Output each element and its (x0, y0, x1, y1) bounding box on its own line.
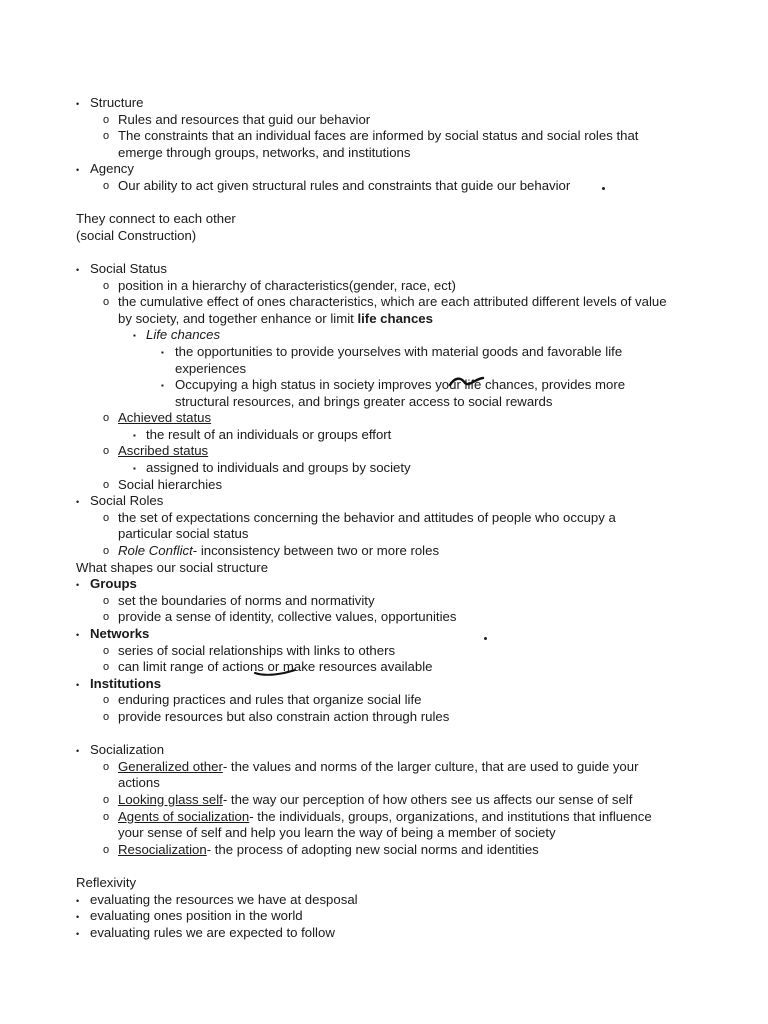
list-item: o Looking glass self- the way our perception of how others see us affects our sense of self (103, 791, 633, 807)
section-heading: Reflexivity (76, 874, 137, 890)
list-item: o the set of expectations concerning the behavior and attitudes of people who occupy a (103, 509, 616, 525)
circle-bullet-icon: o (103, 113, 110, 126)
stray-dot-mark (484, 637, 487, 640)
list-item-continuation: structural resources, and brings greater access to social rewards (175, 393, 553, 409)
bullet-icon: • (76, 895, 80, 906)
circle-bullet-icon: o (103, 694, 110, 707)
square-bullet-icon: ▪ (133, 331, 136, 341)
circle-bullet-icon: o (103, 412, 110, 425)
list-item: o provide resources but also constrain action through rules (103, 708, 450, 724)
list-item: ▪ the result of an individuals or groups effort (0, 427, 768, 444)
circle-bullet-icon: o (103, 296, 110, 309)
list-item: o enduring practices and rules that organize social life (103, 692, 422, 708)
list-item: o the cumulative effect of ones characteristics, which are each attributed different levels of value (103, 294, 667, 310)
list-item-continuation: emerge through groups, networks, and institutions (118, 144, 411, 160)
bullet-icon: • (76, 928, 80, 939)
list-item: o Ascribed status (103, 443, 209, 459)
circle-bullet-icon: o (103, 760, 110, 773)
list-item: o Our ability to act given structural rules and constraints that guide our behavior (0, 178, 768, 195)
list-item: o Agents of socialization- the individuals, groups, organizations, and institutions that influence (103, 808, 652, 824)
list-item: o Resocialization- the process of adopting new social norms and identities (103, 841, 539, 857)
bullet-icon: • (76, 746, 80, 757)
circle-bullet-icon: o (103, 810, 110, 823)
circle-bullet-icon: o (103, 611, 110, 624)
list-item: • evaluating ones position in the world (0, 908, 768, 925)
paragraph-line: They connect to each other (76, 211, 236, 227)
circle-bullet-icon: o (103, 594, 110, 607)
list-item: • evaluating the resources we have at desposal (0, 892, 768, 909)
list-item: o set the boundaries of norms and normativity (103, 592, 375, 608)
bullet-structure: • Structure (0, 95, 768, 112)
bullet-icon: • (76, 264, 80, 275)
list-item-continuation: actions (118, 775, 160, 791)
circle-bullet-icon: o (103, 843, 110, 856)
list-item: o position in a hierarchy of characteristics(gender, race, ect) (103, 277, 456, 293)
circle-bullet-icon: o (103, 511, 110, 524)
list-item: o The constraints that an individual faces are informed by social status and social roles that (103, 128, 639, 144)
list-item: o Rules and resources that guid our behavior (103, 111, 371, 127)
bullet-socialization: • Socialization (0, 742, 768, 759)
bullet-groups: • Groups (0, 576, 768, 593)
list-item: o Social hierarchies (103, 476, 223, 492)
list-item: ▪ the opportunities to provide yourselves with material goods and favorable life (0, 344, 768, 361)
square-bullet-icon: ▪ (133, 464, 136, 474)
list-item: o provide a sense of identity, collective values, opportunities (103, 609, 457, 625)
circle-bullet-icon: o (103, 279, 110, 292)
bullet-networks: • Networks (0, 626, 768, 643)
circle-bullet-icon: o (103, 545, 110, 558)
bullet-icon: • (76, 99, 80, 109)
bullet-icon: • (76, 630, 80, 640)
square-bullet-icon: ▪ (161, 381, 164, 391)
bullet-social-status: • Social Status (0, 261, 768, 278)
bullet-social-roles: • Social Roles (0, 493, 768, 510)
paragraph-line: (social Construction) (76, 227, 197, 243)
stray-dot-mark (602, 187, 605, 190)
pen-scribble-mark (449, 375, 485, 389)
circle-bullet-icon: o (103, 644, 110, 657)
document-page (0, 95, 768, 941)
list-item: o Achieved status (103, 410, 212, 426)
bullet-icon: • (76, 497, 80, 508)
square-bullet-icon: ▪ (161, 347, 164, 357)
list-item: o series of social relationships with links to others (0, 643, 768, 660)
circle-bullet-icon: o (103, 793, 110, 806)
bullet-icon: • (76, 165, 80, 176)
circle-bullet-icon: o (103, 445, 110, 458)
circle-bullet-icon: o (103, 710, 110, 723)
list-item: ▪ Occupying a high status in society improves your life chances, provides more (0, 377, 768, 394)
bullet-icon: • (76, 912, 80, 923)
square-bullet-icon: ▪ (133, 430, 136, 440)
sub-bullet-life-chances: ▪ Life chances (0, 327, 768, 344)
bullet-icon: • (76, 580, 80, 591)
circle-bullet-icon: o (103, 130, 110, 143)
list-item-continuation: experiences (175, 360, 247, 376)
list-item-continuation: particular social status (118, 526, 249, 542)
list-item-continuation: by society, and together enhance or limit life chances (118, 310, 433, 326)
circle-bullet-icon: o (103, 179, 110, 192)
list-item: ▪ assigned to individuals and groups by society (0, 460, 768, 477)
list-item: o Generalized other- the values and norms of the larger culture, that are used to guide your (103, 758, 639, 774)
section-heading: What shapes our social structure (76, 559, 269, 575)
circle-bullet-icon: o (103, 478, 110, 491)
bullet-agency: • Agency (0, 161, 768, 178)
circle-bullet-icon: o (103, 661, 110, 674)
bullet-institutions: • Institutions (0, 676, 768, 693)
list-item: • evaluating rules we are expected to follow (0, 925, 768, 942)
list-item-continuation: your sense of self and help you learn the way of being a member of society (118, 825, 556, 841)
bullet-icon: • (76, 679, 80, 690)
list-item: o can limit range of actions or make resources available (0, 659, 768, 676)
list-item: o Role Conflict- inconsistency between two or more roles (103, 543, 440, 559)
